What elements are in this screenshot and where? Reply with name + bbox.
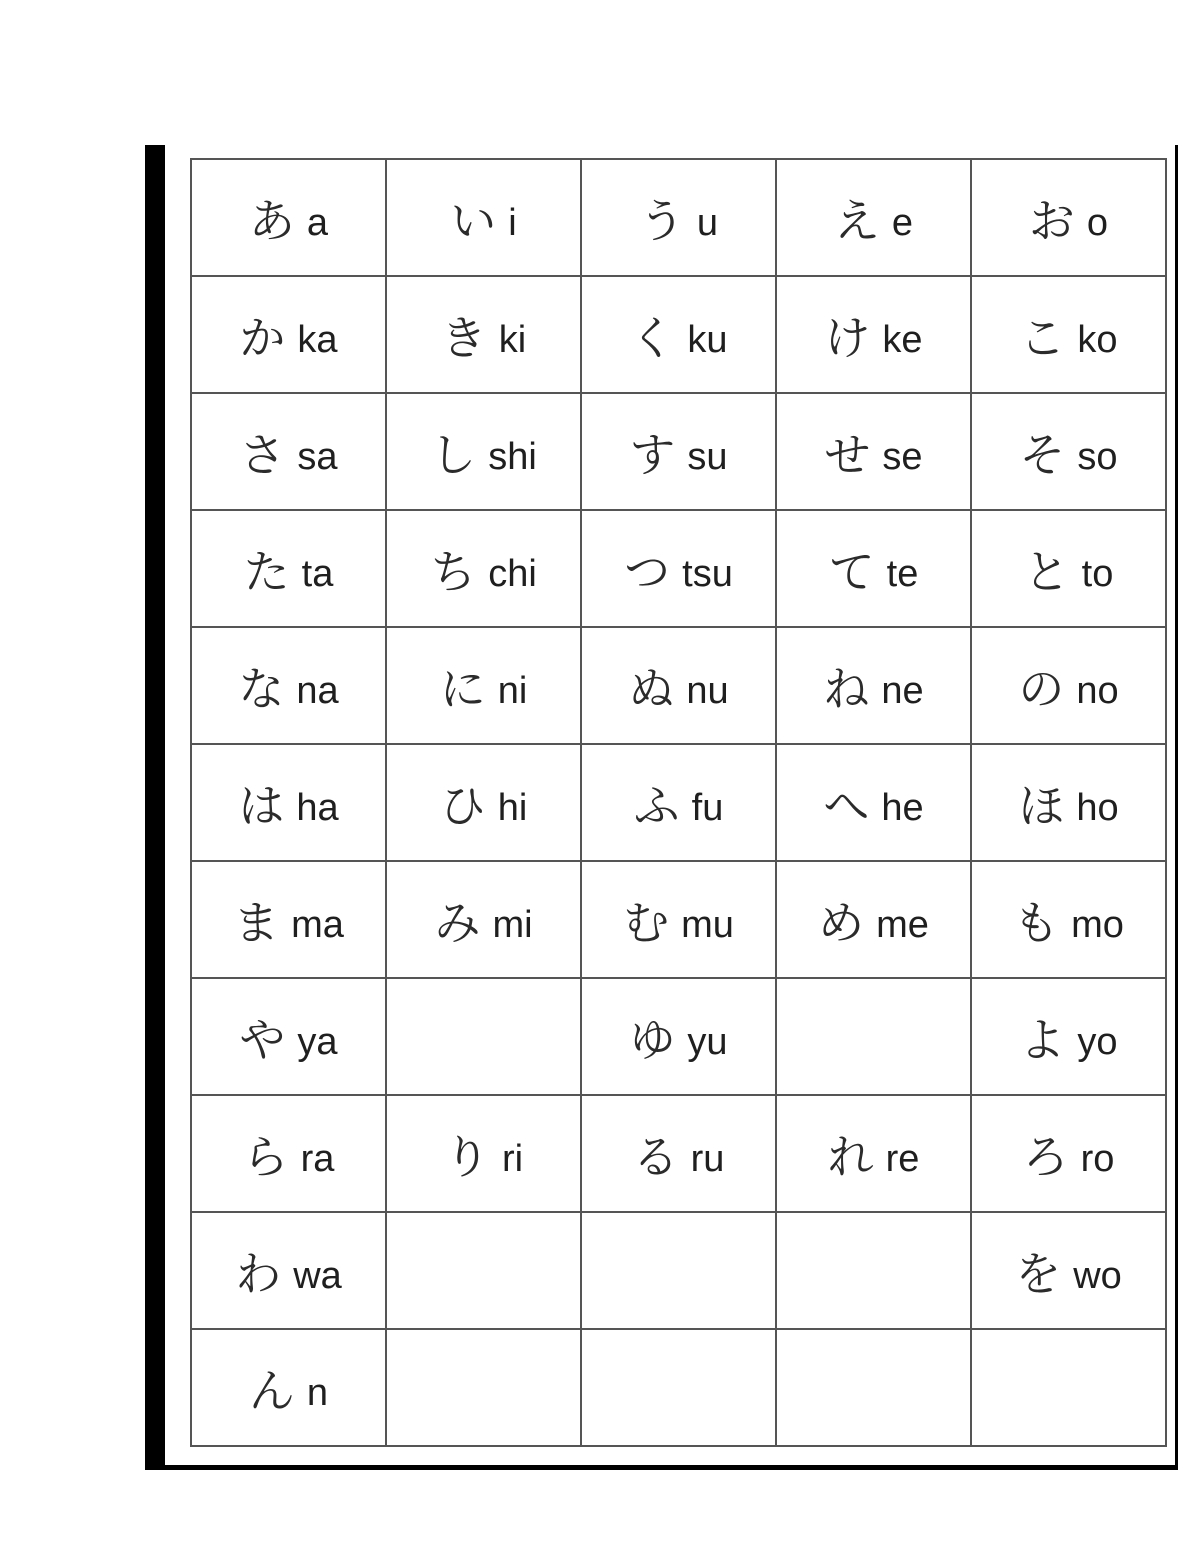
chart-cell bbox=[971, 627, 1166, 744]
romaji-label: ho bbox=[1076, 787, 1119, 829]
kana-character: さ bbox=[239, 427, 286, 482]
chart-cell bbox=[386, 861, 581, 978]
chart-cell bbox=[581, 1212, 776, 1329]
chart-cell bbox=[191, 1095, 386, 1212]
romaji-label: na bbox=[296, 670, 339, 712]
kana-character: よ bbox=[1019, 1012, 1066, 1067]
romaji-label: o bbox=[1086, 202, 1109, 244]
romaji-label: mu bbox=[681, 904, 734, 946]
kana-character: ね bbox=[823, 661, 870, 716]
chart-cell bbox=[776, 393, 971, 510]
romaji-label: se bbox=[882, 436, 923, 478]
kana-character: ん bbox=[248, 1363, 295, 1418]
kana-character: た bbox=[243, 544, 290, 599]
kana-character: く bbox=[629, 310, 676, 365]
romaji-label: tsu bbox=[682, 553, 733, 595]
romaji-label: ke bbox=[882, 319, 923, 361]
romaji-label: te bbox=[886, 553, 919, 595]
chart-cell bbox=[581, 744, 776, 861]
kana-character: つ bbox=[624, 544, 671, 599]
chart-cell bbox=[776, 744, 971, 861]
chart-cell bbox=[581, 510, 776, 627]
kana-character: い bbox=[450, 193, 497, 248]
chart-cell bbox=[191, 510, 386, 627]
chart-cell bbox=[581, 1329, 776, 1446]
kana-character: わ bbox=[235, 1246, 282, 1301]
chart-cell bbox=[191, 276, 386, 393]
romaji-label: ha bbox=[296, 787, 339, 829]
chart-cell bbox=[776, 861, 971, 978]
romaji-label: so bbox=[1077, 436, 1118, 478]
chart-cell bbox=[581, 393, 776, 510]
romaji-label: ya bbox=[297, 1021, 338, 1063]
romaji-label: mo bbox=[1071, 904, 1124, 946]
kana-character: ほ bbox=[1018, 778, 1065, 833]
kana-character: り bbox=[443, 1129, 490, 1184]
chart-cell bbox=[971, 276, 1166, 393]
romaji-label: ne bbox=[881, 670, 924, 712]
hiragana-chart bbox=[190, 158, 1167, 1447]
kana-character: え bbox=[833, 193, 880, 248]
hiragana-chart-body bbox=[191, 159, 1166, 1446]
romaji-label: ta bbox=[301, 553, 334, 595]
kana-character: こ bbox=[1019, 310, 1066, 365]
chart-cell bbox=[971, 159, 1166, 276]
romaji-label: fu bbox=[691, 787, 724, 829]
chart-cell bbox=[386, 627, 581, 744]
chart-cell bbox=[776, 1212, 971, 1329]
chart-cell bbox=[776, 1095, 971, 1212]
chart-cell bbox=[386, 1212, 581, 1329]
kana-character: め bbox=[818, 895, 865, 950]
romaji-label: no bbox=[1076, 670, 1119, 712]
chart-cell bbox=[191, 1329, 386, 1446]
chart-row bbox=[191, 861, 1166, 978]
chart-cell bbox=[191, 627, 386, 744]
romaji-label: me bbox=[876, 904, 929, 946]
kana-character: ち bbox=[430, 544, 477, 599]
romaji-label: ko bbox=[1077, 319, 1118, 361]
kana-character: し bbox=[430, 427, 477, 482]
romaji-label: i bbox=[508, 202, 517, 244]
chart-cell bbox=[776, 159, 971, 276]
chart-cell bbox=[776, 510, 971, 627]
chart-cell bbox=[386, 159, 581, 276]
romaji-label: ra bbox=[300, 1138, 335, 1180]
chart-cell bbox=[191, 1212, 386, 1329]
romaji-label: e bbox=[891, 202, 914, 244]
romaji-label: to bbox=[1081, 553, 1114, 595]
romaji-label: ma bbox=[291, 904, 344, 946]
chart-row bbox=[191, 393, 1166, 510]
romaji-label: re bbox=[885, 1138, 920, 1180]
romaji-label: ni bbox=[497, 670, 528, 712]
chart-cell bbox=[191, 393, 386, 510]
romaji-label: chi bbox=[488, 553, 537, 595]
kana-character: す bbox=[629, 427, 676, 482]
chart-cell bbox=[776, 276, 971, 393]
kana-character: は bbox=[238, 778, 285, 833]
chart-cell bbox=[386, 744, 581, 861]
chart-cell bbox=[581, 627, 776, 744]
romaji-label: su bbox=[687, 436, 728, 478]
kana-character: へ bbox=[823, 778, 870, 833]
chart-cell bbox=[971, 744, 1166, 861]
chart-row bbox=[191, 978, 1166, 1095]
kana-character: な bbox=[238, 661, 285, 716]
romaji-label: shi bbox=[488, 436, 537, 478]
chart-cell bbox=[386, 1329, 581, 1446]
kana-character: ゆ bbox=[629, 1012, 676, 1067]
kana-character: ぬ bbox=[628, 661, 675, 716]
chart-cell bbox=[581, 861, 776, 978]
chart-cell bbox=[581, 159, 776, 276]
chart-cell bbox=[971, 1095, 1166, 1212]
chart-cell bbox=[386, 393, 581, 510]
kana-character: ひ bbox=[439, 778, 486, 833]
chart-cell bbox=[971, 393, 1166, 510]
romaji-label: ro bbox=[1080, 1138, 1115, 1180]
romaji-label: mi bbox=[492, 904, 533, 946]
romaji-label: n bbox=[306, 1372, 329, 1414]
kana-character: れ bbox=[827, 1129, 874, 1184]
romaji-label: u bbox=[696, 202, 719, 244]
chart-cell bbox=[191, 861, 386, 978]
romaji-label: wa bbox=[293, 1255, 342, 1297]
kana-character: せ bbox=[824, 427, 871, 482]
chart-row bbox=[191, 510, 1166, 627]
kana-character: も bbox=[1013, 895, 1060, 950]
kana-character: と bbox=[1023, 544, 1070, 599]
chart-row bbox=[191, 159, 1166, 276]
chart-cell bbox=[581, 276, 776, 393]
chart-cell bbox=[971, 1212, 1166, 1329]
kana-character: け bbox=[824, 310, 871, 365]
romaji-label: hi bbox=[497, 787, 528, 829]
chart-row bbox=[191, 1212, 1166, 1329]
chart-row bbox=[191, 744, 1166, 861]
kana-character: そ bbox=[1019, 427, 1066, 482]
romaji-label: yu bbox=[687, 1021, 728, 1063]
romaji-label: ku bbox=[687, 319, 728, 361]
chart-cell bbox=[581, 1095, 776, 1212]
chart-cell bbox=[776, 627, 971, 744]
kana-character: を bbox=[1015, 1246, 1062, 1301]
chart-cell bbox=[776, 1329, 971, 1446]
kana-character: に bbox=[439, 661, 486, 716]
romaji-label: he bbox=[881, 787, 924, 829]
romaji-label: ka bbox=[297, 319, 338, 361]
chart-row bbox=[191, 1329, 1166, 1446]
kana-character: か bbox=[239, 310, 286, 365]
chart-cell bbox=[971, 861, 1166, 978]
chart-cell bbox=[971, 510, 1166, 627]
chart-cell bbox=[386, 978, 581, 1095]
kana-character: ろ bbox=[1022, 1129, 1069, 1184]
kana-character: う bbox=[638, 193, 685, 248]
kana-character: て bbox=[828, 544, 875, 599]
chart-cell bbox=[191, 978, 386, 1095]
chart-row bbox=[191, 1095, 1166, 1212]
chart-cell bbox=[386, 276, 581, 393]
chart-cell bbox=[581, 978, 776, 1095]
chart-row bbox=[191, 276, 1166, 393]
kana-character: き bbox=[440, 310, 487, 365]
kana-character: の bbox=[1018, 661, 1065, 716]
kana-character: ふ bbox=[633, 778, 680, 833]
chart-cell bbox=[971, 978, 1166, 1095]
romaji-label: a bbox=[306, 202, 329, 244]
romaji-label: ri bbox=[501, 1138, 524, 1180]
chart-cell bbox=[776, 978, 971, 1095]
romaji-label: wo bbox=[1073, 1255, 1122, 1297]
chart-cell bbox=[191, 159, 386, 276]
romaji-label: nu bbox=[686, 670, 729, 712]
chart-cell bbox=[386, 1095, 581, 1212]
chart-cell bbox=[386, 510, 581, 627]
chart-row bbox=[191, 627, 1166, 744]
romaji-label: ru bbox=[690, 1138, 725, 1180]
romaji-label: yo bbox=[1077, 1021, 1118, 1063]
kana-character: る bbox=[632, 1129, 679, 1184]
romaji-label: sa bbox=[297, 436, 338, 478]
kana-character: あ bbox=[248, 193, 295, 248]
kana-character: む bbox=[623, 895, 670, 950]
kana-character: や bbox=[239, 1012, 286, 1067]
kana-character: ま bbox=[233, 895, 280, 950]
chart-cell bbox=[191, 744, 386, 861]
kana-character: み bbox=[434, 895, 481, 950]
romaji-label: ki bbox=[498, 319, 527, 361]
chart-cell bbox=[971, 1329, 1166, 1446]
kana-character: お bbox=[1028, 193, 1075, 248]
kana-character: ら bbox=[242, 1129, 289, 1184]
